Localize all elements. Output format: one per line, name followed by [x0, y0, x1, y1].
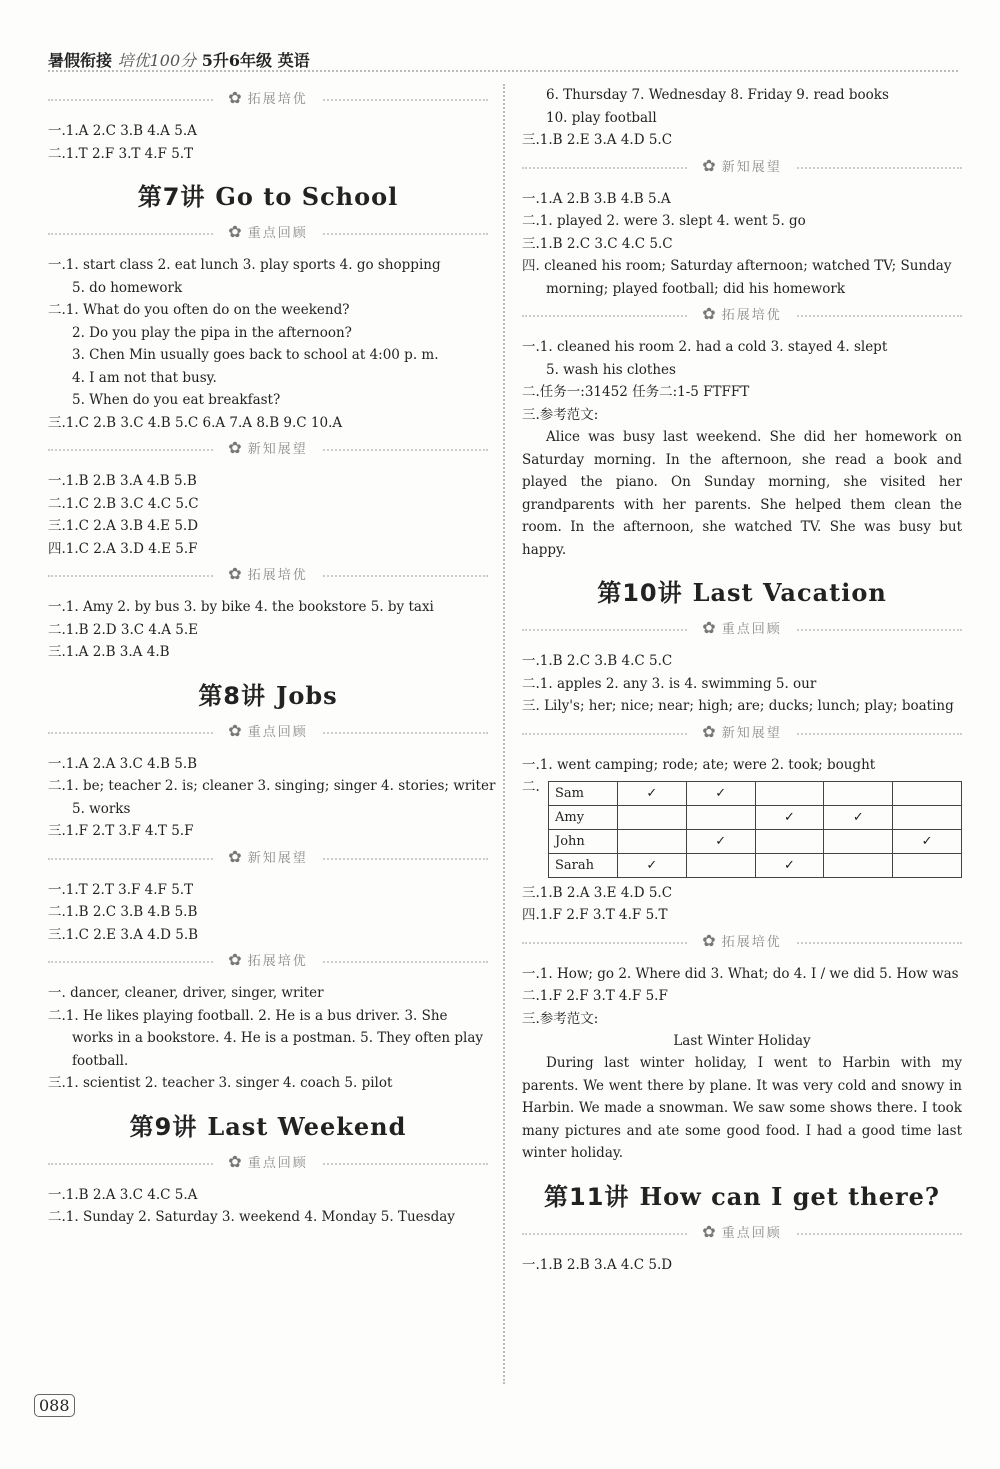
answer-line: 一.1. cleaned his room 2. had a cold 3. stayed 4. slept [522, 339, 888, 355]
section-new: ✿ 新知展望 [522, 156, 962, 178]
answer-line: 二.1.B 2.C 3.B 4.B 5.B [48, 904, 198, 920]
activity-table [548, 781, 962, 878]
answer-line: 二.1.B 2.D 3.C 4.A 5.E [48, 621, 199, 638]
answer-line: 三.1.B 2.E 3.A 4.D 5.C [522, 132, 673, 148]
lesson-11-title: 第11讲 How can I get there? [544, 1181, 940, 1211]
section-extend: ✿ 拓展培优 [48, 950, 488, 972]
section-review: ✿ 重点回顾 [522, 1222, 962, 1244]
answer-line: 5. When do you eat breakfast? [72, 392, 281, 408]
grade-label: 5升6年级 [201, 51, 272, 70]
answer-line: 四. cleaned his room; Saturday afternoon; watched TV; Sunday morning; played football; did his homework [522, 258, 952, 297]
section-review: ✿ 重点回顾 [48, 222, 488, 244]
section-extend: ✿ 拓展培优 [522, 304, 962, 326]
answer-line: 二.1.C 2.B 3.C 4.C 5.C [48, 495, 199, 512]
section-extend: ✿ 拓展培优 [522, 931, 962, 953]
section-new: ✿ 新知展望 [48, 847, 488, 869]
answer-line: 三.1. scientist 2. teacher 3. singer 4. coach 5. pilot [48, 1075, 393, 1091]
answer-line: 三.1.C 2.A 3.B 4.E 5.D [48, 518, 199, 534]
table-cell-mark [686, 805, 755, 829]
table-cell-name: Sarah [549, 853, 618, 877]
answer-line: 4. I am not that busy. [72, 369, 217, 386]
answer-line: 二.1. He likes playing football. 2. He is a bus driver. 3. She works in a bookstore. 4. He is a postman. 5. They often play football. [48, 1007, 484, 1069]
table-cell-mark: ✓ [893, 829, 962, 853]
answer-line: 5. works [72, 800, 131, 817]
table-cell-mark [893, 805, 962, 829]
book-subtitle: 培优100分 [117, 51, 197, 70]
answer-line: 5. wash his clothes [546, 361, 676, 378]
answer-line: 一.1.A 2.B 3.B 4.B 5.A [522, 190, 671, 207]
sample-essay: Alice was busy last weekend. She did her homework on Saturday morning. In the afternoon, she read a book and played the piano. On Sunday morning, she visited her grandparents with her parents. She helped them clean the room. In the afternoon, she watched TV. She was busy but happy. [522, 429, 962, 558]
section-new: ✿ 新知展望 [48, 438, 488, 460]
table-cell-mark [824, 853, 893, 877]
answer-line: 三.1.C 2.E 3.A 4.D 5.B [48, 926, 199, 943]
book-title: 暑假衔接 [48, 51, 113, 70]
table-row [549, 853, 962, 877]
answer-line: 2. Do you play the pipa in the afternoon? [72, 324, 352, 341]
answer-line: 一.1.B 2.A 3.C 4.C 5.A [48, 1186, 198, 1203]
answer-line: 一.1.A 2.C 3.B 4.A 5.A [48, 123, 197, 139]
answer-line: 6. Thursday 7. Wednesday 8. Friday 9. read books [546, 87, 889, 103]
section-extend: ✿ 拓展培优 [48, 564, 488, 586]
header-title [48, 48, 310, 71]
answer-line: 5. do homework [72, 279, 183, 296]
answer-line: 二.任务一:31452 任务二:1-5 FTFFT [522, 384, 750, 400]
answer-line: 一.1.A 2.A 3.C 4.B 5.B [48, 755, 198, 772]
answer-line: 一.1. Amy 2. by bus 3. by bike 4. the bookstore 5. by taxi [48, 599, 434, 615]
table-cell-mark [755, 781, 824, 805]
answer-line: 三.参考范文: [522, 406, 599, 423]
table-cell-name: John [549, 829, 618, 853]
table-cell-name: Amy [549, 805, 618, 829]
section-extend: ✿ 拓展培优 [48, 88, 488, 110]
answer-line: 一.1.B 2.B 3.A 4.B 5.B [48, 473, 197, 489]
column-divider [503, 84, 505, 1384]
section-new: ✿ 新知展望 [522, 722, 962, 744]
lesson-9-title: 第9讲 Last Weekend [129, 1111, 407, 1141]
table-cell-mark [686, 853, 755, 877]
answer-line: 一.1.B 2.C 3.B 4.C 5.C [522, 653, 673, 669]
answer-line: 二.1.F 2.F 3.T 4.F 5.F [522, 988, 668, 1004]
answer-line: 二.1. apples 2. any 3. is 4. swimming 5. our [522, 675, 817, 692]
table-cell-mark: ✓ [824, 805, 893, 829]
answer-line: 三.1.C 2.B 3.C 4.B 5.C 6.A 7.A 8.B 9.C 10.A [48, 414, 343, 431]
table-cell-mark: ✓ [755, 805, 824, 829]
answer-line: 一. dancer, cleaner, driver, singer, writer [48, 985, 324, 1001]
answer-line: 三.1.A 2.B 3.A 4.B [48, 644, 170, 660]
page-number: 088 [34, 1394, 75, 1417]
table-row [549, 781, 962, 805]
answer-line: 三. Lily's; her; nice; near; high; are; ducks; lunch; play; boating [522, 698, 954, 714]
table-cell-mark: ✓ [686, 781, 755, 805]
subject-label: 英语 [277, 51, 310, 70]
lesson-8-title: 第8讲 Jobs [198, 680, 338, 710]
answer-line: 3. Chen Min usually goes back to school at 4:00 p. m. [72, 347, 439, 363]
table-cell-mark: ✓ [755, 853, 824, 877]
answer-line: 三.1.F 2.T 3.F 4.T 5.F [48, 823, 194, 839]
table-cell-mark [617, 829, 686, 853]
table-cell-mark [824, 781, 893, 805]
essay-title: Last Winter Holiday [673, 1033, 811, 1049]
right-column [522, 84, 962, 1276]
answer-line: 二.1. What do you often do on the weekend? [48, 302, 350, 318]
table-cell-mark [755, 829, 824, 853]
lesson-7-title: 第7讲 Go to School [137, 182, 399, 211]
answer-line: 二.1.T 2.F 3.T 4.F 5.T [48, 145, 194, 162]
answer-line: 四.1.C 2.A 3.D 4.E 5.F [48, 540, 198, 557]
answer-line: 二.1. Sunday 2. Saturday 3. weekend 4. Monday 5. Tuesday [48, 1209, 455, 1225]
table-cell-name: Sam [549, 781, 618, 805]
answer-line: 一.1.T 2.T 3.F 4.F 5.T [48, 881, 194, 898]
table-cell-mark [617, 805, 686, 829]
page-header [48, 44, 958, 72]
sample-essay: During last winter holiday, I went to Harbin with my parents. We went there by plane. It was very cold and snowy in Harbin. We made a snowman. We saw some shows there. I took many pictures and ate some good food. I had a good time last winter holiday. [522, 1055, 962, 1161]
answer-line: 一.1. How; go 2. Where did 3. What; do 4. I / we did 5. How was [522, 965, 959, 982]
section-review: ✿ 重点回顾 [48, 721, 488, 743]
answer-line: 二.1. played 2. were 3. slept 4. went 5. go [522, 213, 806, 229]
table-row [549, 829, 962, 853]
table-cell-mark: ✓ [686, 829, 755, 853]
answer-line: 10. play football [546, 109, 657, 126]
table-cell-mark: ✓ [617, 781, 686, 805]
left-column [48, 84, 496, 1229]
table-cell-mark [893, 781, 962, 805]
answer-line: 一.1. start class 2. eat lunch 3. play sports 4. go shopping [48, 257, 441, 273]
section-review: ✿ 重点回顾 [522, 618, 962, 640]
answer-line: 二. [522, 779, 540, 795]
answer-line: 三.1.B 2.A 3.E 4.D 5.C [522, 884, 673, 901]
table-cell-mark [893, 853, 962, 877]
table-cell-mark [824, 829, 893, 853]
answer-line: 三.参考范文: [522, 1010, 599, 1027]
answer-line: 二.1. be; teacher 2. is; cleaner 3. singing; singer 4. stories; writer [48, 778, 496, 794]
answer-line: 一.1.B 2.B 3.A 4.C 5.D [522, 1256, 673, 1273]
table-cell-mark: ✓ [617, 853, 686, 877]
lesson-10-title: 第10讲 Last Vacation [597, 578, 887, 607]
answer-line: 三.1.B 2.C 3.C 4.C 5.C [522, 235, 673, 252]
answer-line: 四.1.F 2.F 3.T 4.F 5.T [522, 907, 668, 923]
section-review: ✿ 重点回顾 [48, 1152, 488, 1174]
table-row [549, 805, 962, 829]
answer-line: 一.1. went camping; rode; ate; were 2. took; bought [522, 756, 876, 773]
